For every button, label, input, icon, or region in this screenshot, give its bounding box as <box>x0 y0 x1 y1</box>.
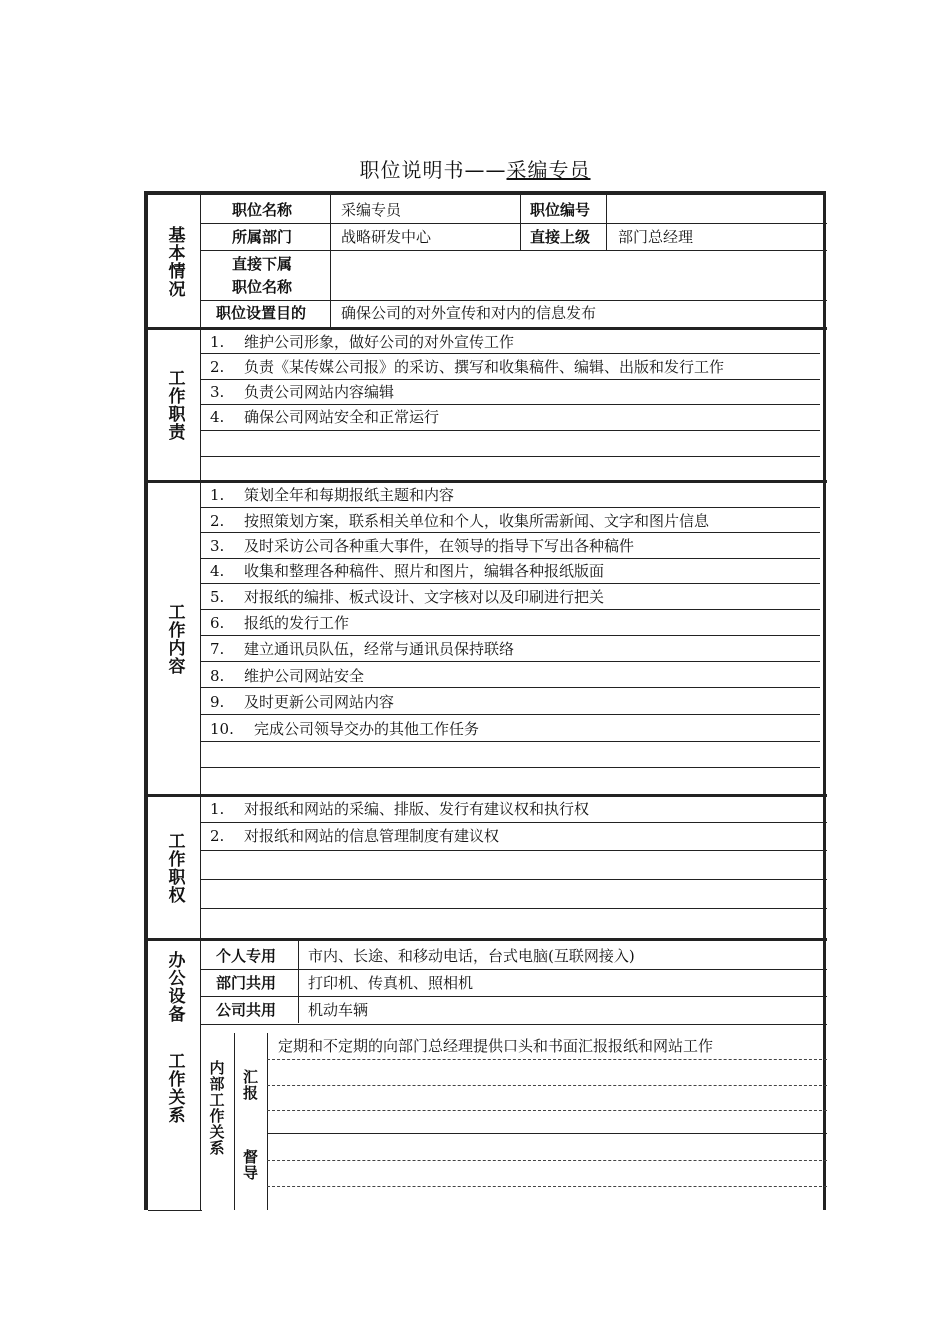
content-item: 5. 对报纸的编排、板式设计、文字核对以及印刷进行把关 <box>210 588 605 606</box>
content-item: 4. 收集和整理各种稿件、照片和图片，编辑各种报纸版面 <box>210 562 605 580</box>
job-no-label: 职位编号 <box>530 201 591 219</box>
job-name-value: 采编专员 <box>341 201 402 219</box>
section-basic: 基本情况 <box>164 225 185 298</box>
content-item: 2. 按照策划方案，联系相关单位和个人，收集所需新闻、文字和图片信息 <box>210 512 710 530</box>
equipment-row-value: 市内、长途、和移动电话，台式电脑(互联网接入) <box>308 947 635 965</box>
equipment-row-label: 个人专用 <box>216 947 277 965</box>
subordinate-label-line2: 职位名称 <box>232 278 293 296</box>
section-content: 工作内容 <box>164 603 185 675</box>
equipment-row-label: 公司共用 <box>216 1001 277 1019</box>
subordinate-label-line1: 直接下属 <box>232 255 293 273</box>
purpose-label: 职位设置目的 <box>216 304 307 322</box>
content-item: 3. 及时采访公司各种重大事件，在领导的指导下写出各种稿件 <box>210 537 635 555</box>
content-item: 1. 策划全年和每期报纸主题和内容 <box>210 486 455 504</box>
report-text: 定期和不定期的向部门总经理提供口头和书面汇报报纸和网站工作 <box>278 1037 714 1055</box>
equipment-row-value: 打印机、传真机、照相机 <box>308 974 474 992</box>
internal-relations-label: 内部工作关系 <box>207 1060 226 1156</box>
content-item: 10. 完成公司领导交办的其他工作任务 <box>210 720 480 738</box>
duty-item: 3. 负责公司网站内容编辑 <box>210 383 395 401</box>
content-item: 9. 及时更新公司网站内容 <box>210 693 395 711</box>
superior-value: 部门总经理 <box>618 228 694 246</box>
section-duties: 工作职责 <box>164 369 185 441</box>
title-prefix: 职位说明书—— <box>359 158 507 182</box>
job-description-table <box>144 191 826 1210</box>
duty-item: 1. 维护公司形象，做好公司的对外宣传工作 <box>210 333 515 351</box>
equipment-row-value: 机动车辆 <box>308 1001 369 1019</box>
authority-item: 2. 对报纸和网站的信息管理制度有建议权 <box>210 827 500 845</box>
supervise-label: 督导 <box>241 1149 259 1181</box>
purpose-value: 确保公司的对外宣传和对内的信息发布 <box>341 304 597 322</box>
content-item: 8. 维护公司网站安全 <box>210 667 365 685</box>
section-authority: 工作职权 <box>164 832 185 904</box>
title-position: 采编专员 <box>506 158 591 182</box>
document-title <box>0 154 950 183</box>
duty-item: 2. 负责《某传媒公司报》的采访、撰写和收集稿件、编辑、出版和发行工作 <box>210 358 725 376</box>
duty-item: 4. 确保公司网站安全和正常运行 <box>210 408 440 426</box>
superior-label: 直接上级 <box>530 228 591 246</box>
report-label: 汇报 <box>241 1069 259 1101</box>
dept-label: 所属部门 <box>232 228 293 246</box>
content-item: 6. 报纸的发行工作 <box>210 614 350 632</box>
job-name-label: 职位名称 <box>232 201 293 219</box>
dept-value: 战略研发中心 <box>341 228 432 246</box>
section-relations: 工作关系 <box>164 1052 185 1124</box>
equipment-row-label: 部门共用 <box>216 974 277 992</box>
content-item: 7. 建立通讯员队伍，经常与通讯员保持联络 <box>210 640 515 658</box>
authority-item: 1. 对报纸和网站的采编、排版、发行有建议权和执行权 <box>210 800 590 818</box>
section-equipment: 办公设备 <box>164 951 185 1023</box>
